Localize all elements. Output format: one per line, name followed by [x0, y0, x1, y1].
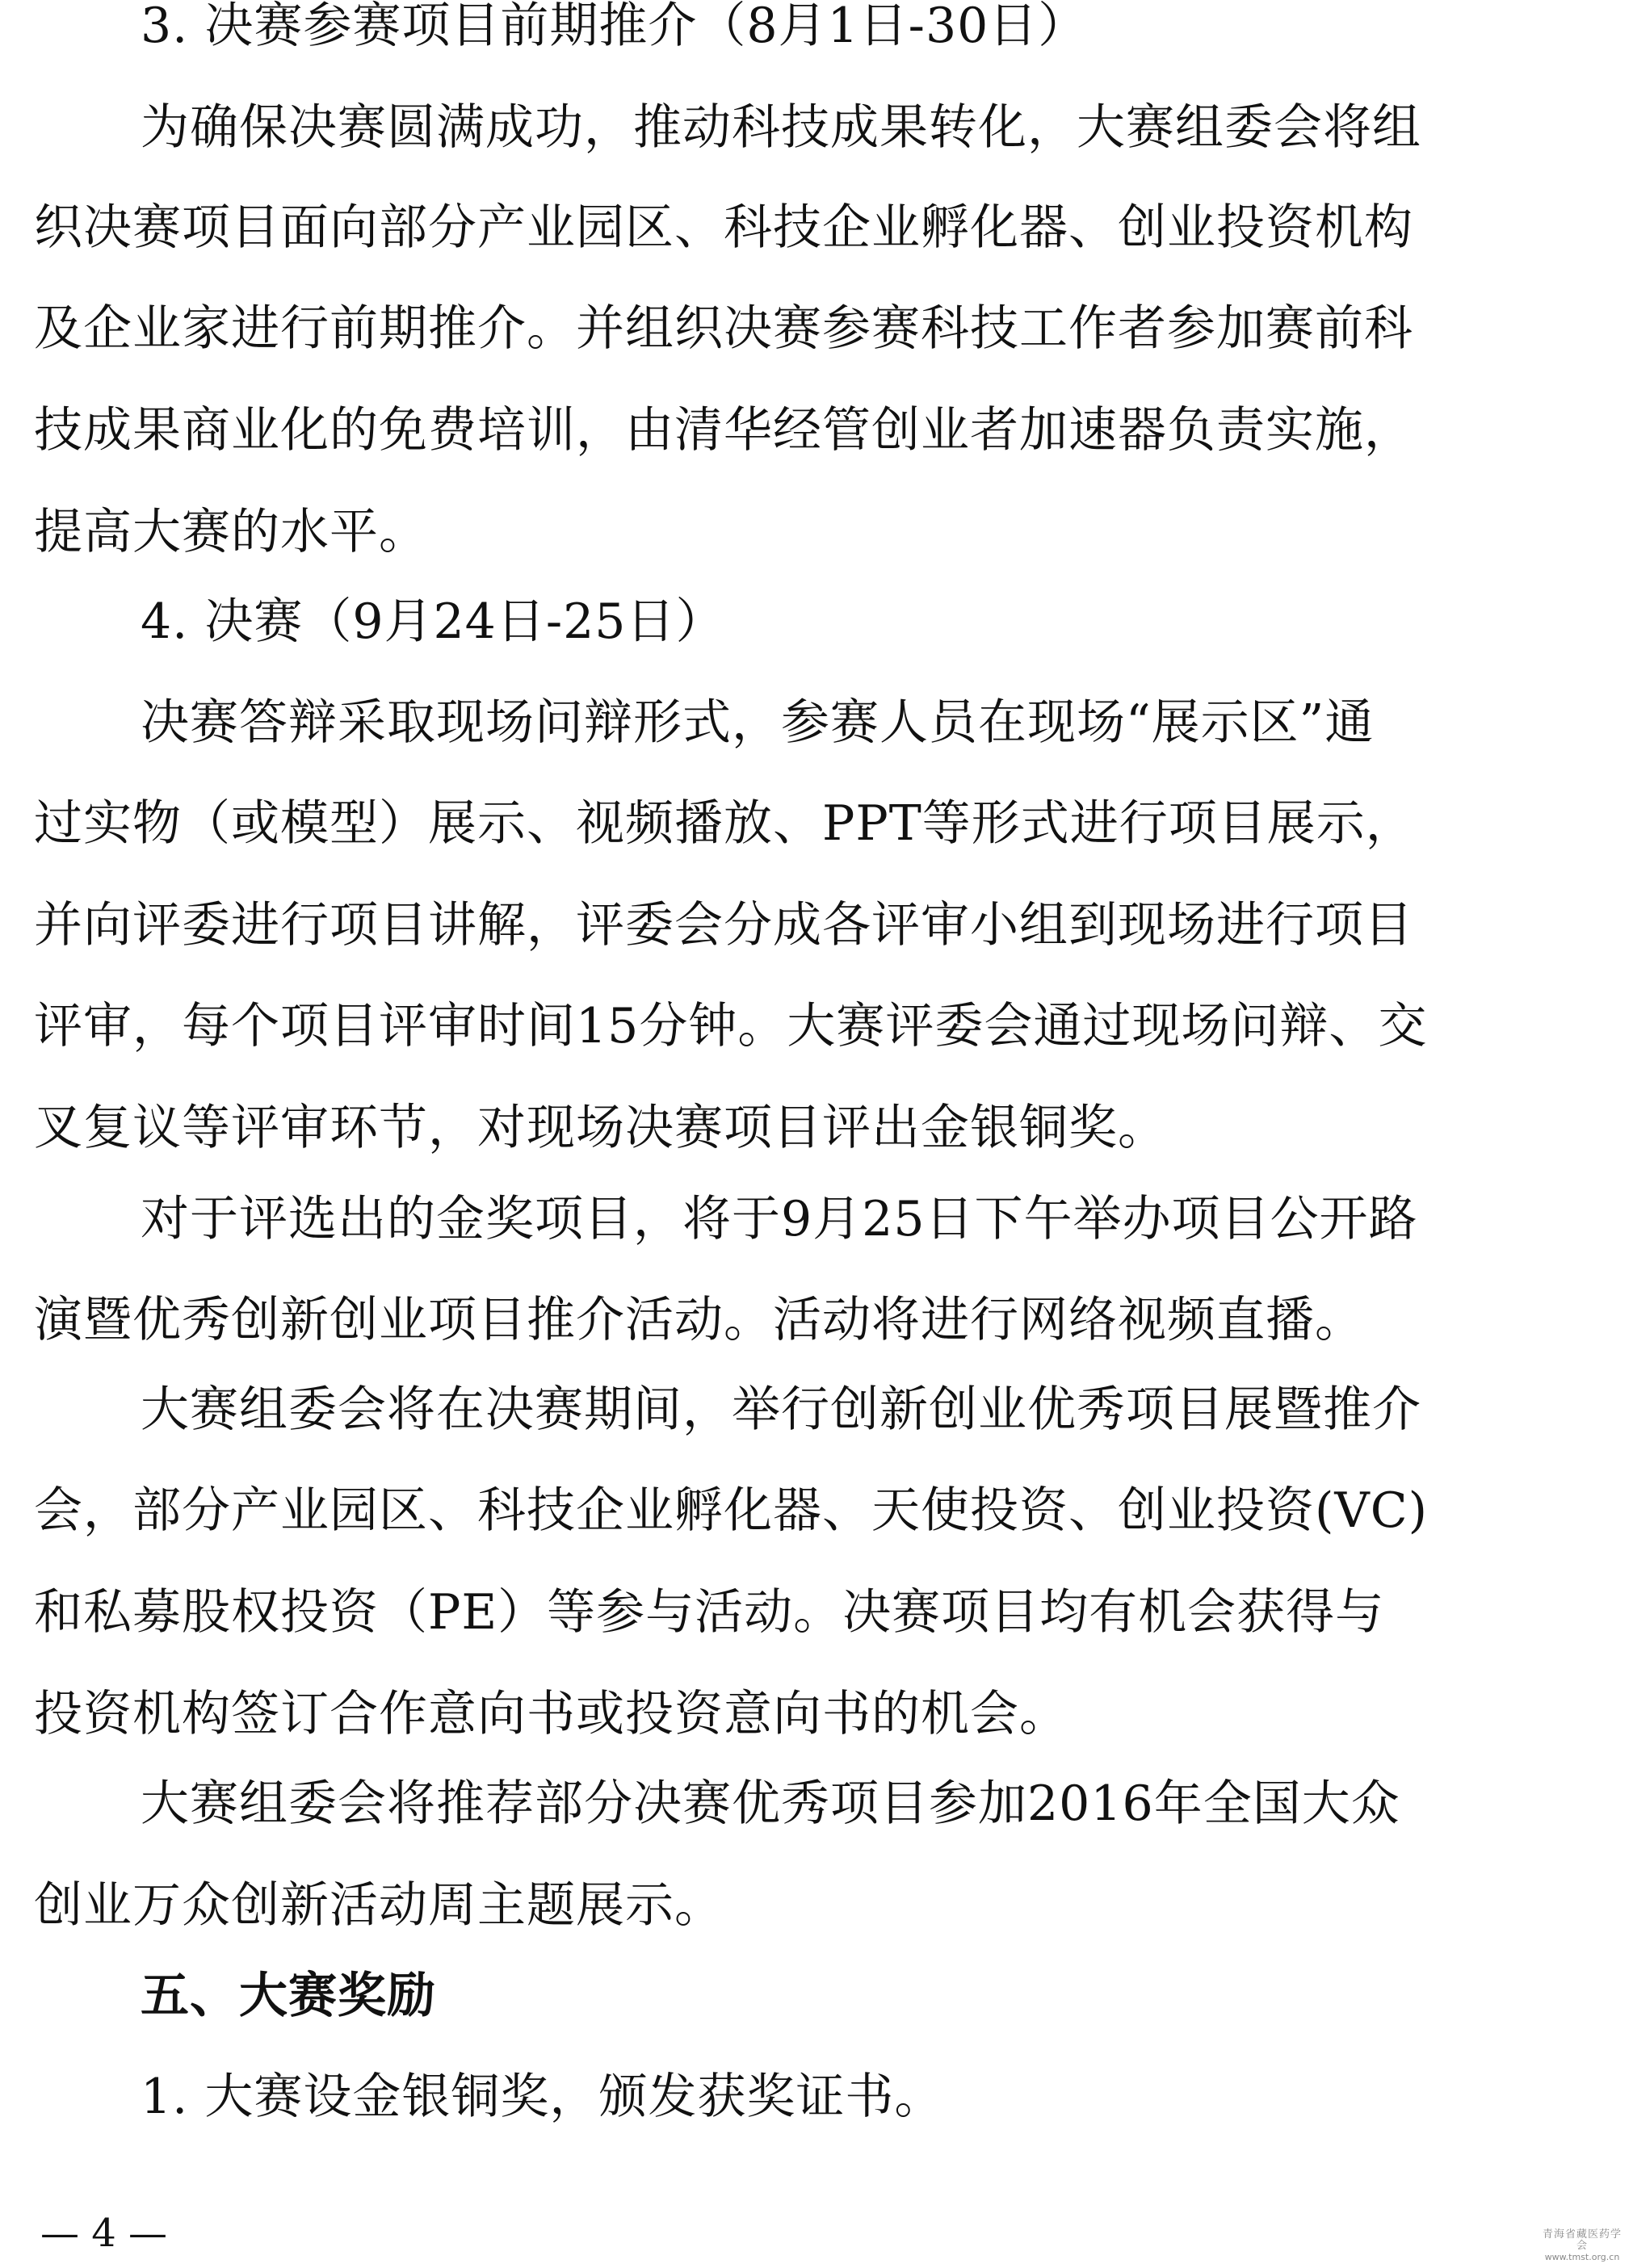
- section-subheading: 4. 决赛（9月24日-25日）: [141, 593, 725, 650]
- watermark-name: 青海省藏医药学会: [1542, 2228, 1622, 2252]
- page-number: — 4 —: [40, 2211, 168, 2256]
- text-line: 技成果商业化的免费培训，由清华经管创业者加速器负责实施，: [34, 402, 1413, 459]
- text-line: 投资机构签订合作意向书或投资意向书的机会。: [34, 1686, 1068, 1742]
- text-line: 大赛组委会将在决赛期间，举行创新创业优秀项目展暨推介: [141, 1381, 1421, 1438]
- text-line: 对于评选出的金奖项目，将于9月25日下午举办项目公开路: [141, 1191, 1418, 1247]
- text-line: 决赛答辩采取现场问辩形式，参赛人员在现场“展示区”通: [141, 694, 1375, 751]
- text-line: 1. 大赛设金银铜奖，颁发获奖证书。: [141, 2069, 944, 2125]
- text-line: 过实物（或模型）展示、视频播放、PPT等形式进行项目展示，: [34, 795, 1415, 852]
- text-line: 提高大赛的水平。: [34, 504, 428, 560]
- text-line: 评审，每个项目评审时间15分钟。大赛评委会通过现场问辩、交: [34, 998, 1428, 1054]
- text-line: 为确保决赛圆满成功，推动科技成果转化，大赛组委会将组: [141, 99, 1421, 156]
- text-line: 叉复议等评审环节，对现场决赛项目评出金银铜奖。: [34, 1100, 1167, 1156]
- text-line: 大赛组委会将推荐部分决赛优秀项目参加2016年全国大众: [141, 1775, 1400, 1832]
- text-line: 会，部分产业园区、科技企业孵化器、天使投资、创业投资(VC): [34, 1482, 1429, 1539]
- section-heading: 五、大赛奖励: [141, 1968, 436, 2024]
- watermark-url: www.tmst.org.cn: [1544, 2252, 1620, 2262]
- text-line: 并向评委进行项目讲解，评委会分成各评审小组到现场进行项目: [34, 897, 1413, 954]
- text-line: 演暨优秀创新创业项目推介活动。活动将进行网络视频直播。: [34, 1292, 1364, 1348]
- text-line: 创业万众创新活动周主题展示。: [34, 1877, 724, 1934]
- text-line: 及企业家进行前期推介。并组织决赛参赛科技工作者参加赛前科: [34, 300, 1413, 357]
- watermark: [1538, 2229, 1627, 2263]
- text-line: 织决赛项目面向部分产业园区、科技企业孵化器、创业投资机构: [34, 199, 1413, 256]
- text-line: 3. 决赛参赛项目前期推介（8月1日-30日）: [141, 0, 1088, 54]
- text-line: 和私募股权投资（PE）等参与活动。决赛项目均有机会获得与: [34, 1584, 1385, 1641]
